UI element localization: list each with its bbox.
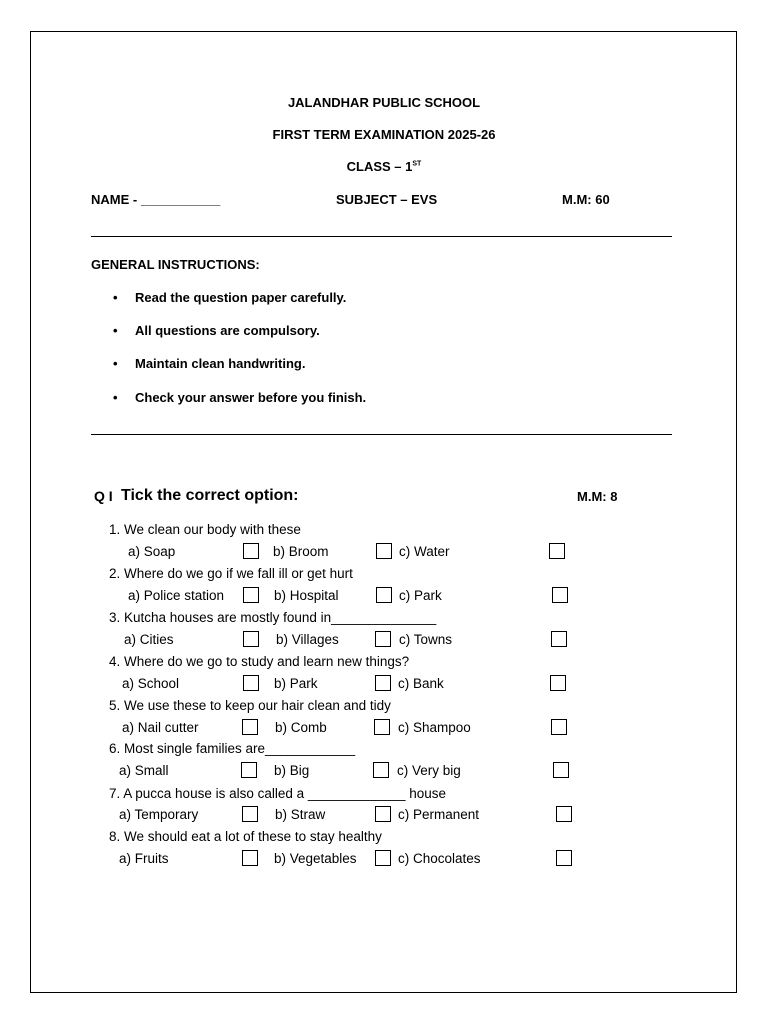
answer-checkbox-b[interactable]: [373, 762, 389, 778]
class-label: [0, 159, 768, 174]
page-border: [30, 31, 737, 993]
class-superscript: ST: [412, 160, 422, 168]
answer-checkbox-c[interactable]: [552, 587, 568, 603]
option-c-label: c) Permanent: [398, 807, 480, 822]
option-b-label: b) Hospital: [274, 588, 339, 603]
answer-checkbox-a[interactable]: [243, 631, 259, 647]
class-text: CLASS – 1: [346, 159, 413, 174]
exam-title: FIRST TERM EXAMINATION 2025-26: [272, 127, 496, 142]
bullet-icon: •: [113, 290, 118, 305]
max-marks-label: M.M: 60: [562, 192, 610, 207]
question-text: 6. Most single families are____________: [109, 741, 356, 756]
option-c-label: c) Towns: [399, 632, 453, 647]
option-a-label: a) School: [122, 676, 180, 691]
answer-checkbox-b[interactable]: [374, 719, 390, 735]
instruction-text: All questions are compulsory.: [135, 323, 320, 338]
option-b-label: b) Villages: [276, 632, 339, 647]
divider-top: [91, 236, 672, 237]
instruction-item: [113, 390, 366, 405]
bullet-icon: •: [113, 323, 118, 338]
option-a-label: a) Temporary: [119, 807, 199, 822]
bullet-icon: •: [113, 390, 118, 405]
answer-checkbox-a[interactable]: [243, 675, 259, 691]
option-a-label: a) Cities: [124, 632, 174, 647]
option-c-label: c) Bank: [398, 676, 444, 691]
option-c-label: c) Very big: [397, 763, 461, 778]
option-a-label: a) Fruits: [119, 851, 169, 866]
question-text: 3. Kutcha houses are mostly found in______________: [109, 610, 437, 625]
answer-checkbox-c[interactable]: [553, 762, 569, 778]
instruction-text: Maintain clean handwriting.: [135, 356, 306, 371]
question-text: 1. We clean our body with these: [109, 522, 301, 537]
answer-checkbox-a[interactable]: [242, 850, 258, 866]
option-a-label: a) Nail cutter: [122, 720, 199, 735]
answer-checkbox-b[interactable]: [376, 543, 392, 559]
option-b-label: b) Vegetables: [274, 851, 357, 866]
section-number: Q I: [94, 488, 113, 504]
question-text: 2. Where do we go if we fall ill or get hurt: [109, 566, 353, 581]
instruction-item: [113, 356, 305, 371]
answer-checkbox-a[interactable]: [243, 543, 259, 559]
option-a-label: a) Small: [119, 763, 169, 778]
option-c-label: c) Water: [399, 544, 450, 559]
answer-checkbox-b[interactable]: [376, 587, 392, 603]
answer-checkbox-a[interactable]: [241, 762, 257, 778]
question-text: 4. Where do we go to study and learn new things?: [109, 654, 410, 669]
section-marks: M.M: 8: [577, 489, 618, 504]
option-b-label: b) Big: [274, 763, 310, 778]
instruction-item: [113, 290, 346, 305]
answer-checkbox-c[interactable]: [551, 631, 567, 647]
answer-checkbox-b[interactable]: [375, 806, 391, 822]
divider-bottom: [91, 434, 672, 435]
instruction-text: Read the question paper carefully.: [135, 290, 347, 305]
answer-checkbox-c[interactable]: [549, 543, 565, 559]
instruction-text: Check your answer before you finish.: [135, 390, 367, 405]
answer-checkbox-c[interactable]: [556, 806, 572, 822]
option-a-label: a) Police station: [128, 588, 225, 603]
subject-label: SUBJECT – EVS: [336, 192, 438, 207]
school-name: JALANDHAR PUBLIC SCHOOL: [287, 95, 481, 110]
answer-checkbox-a[interactable]: [242, 806, 258, 822]
answer-checkbox-c[interactable]: [550, 675, 566, 691]
answer-checkbox-c[interactable]: [551, 719, 567, 735]
answer-checkbox-a[interactable]: [243, 587, 259, 603]
instruction-item: [113, 323, 320, 338]
answer-checkbox-c[interactable]: [556, 850, 572, 866]
option-c-label: c) Park: [399, 588, 442, 603]
option-a-label: a) Soap: [128, 544, 176, 559]
option-b-label: b) Park: [274, 676, 318, 691]
answer-checkbox-b[interactable]: [375, 850, 391, 866]
question-text: 5. We use these to keep our hair clean and tidy: [109, 698, 391, 713]
option-c-label: c) Shampoo: [398, 720, 471, 735]
bullet-icon: •: [113, 356, 118, 371]
answer-checkbox-b[interactable]: [375, 675, 391, 691]
instructions-title: GENERAL INSTRUCTIONS:: [91, 257, 260, 272]
question-text: 7. A pucca house is also called a _____________ house: [109, 786, 447, 801]
answer-checkbox-b[interactable]: [375, 631, 391, 647]
answer-checkbox-a[interactable]: [242, 719, 258, 735]
section-title: Tick the correct option:: [121, 487, 299, 504]
name-field-label: NAME - ___________: [91, 192, 221, 207]
option-c-label: c) Chocolates: [398, 851, 481, 866]
question-text: 8. We should eat a lot of these to stay healthy: [109, 829, 382, 844]
option-b-label: b) Straw: [275, 807, 326, 822]
option-b-label: b) Broom: [273, 544, 329, 559]
option-b-label: b) Comb: [275, 720, 327, 735]
